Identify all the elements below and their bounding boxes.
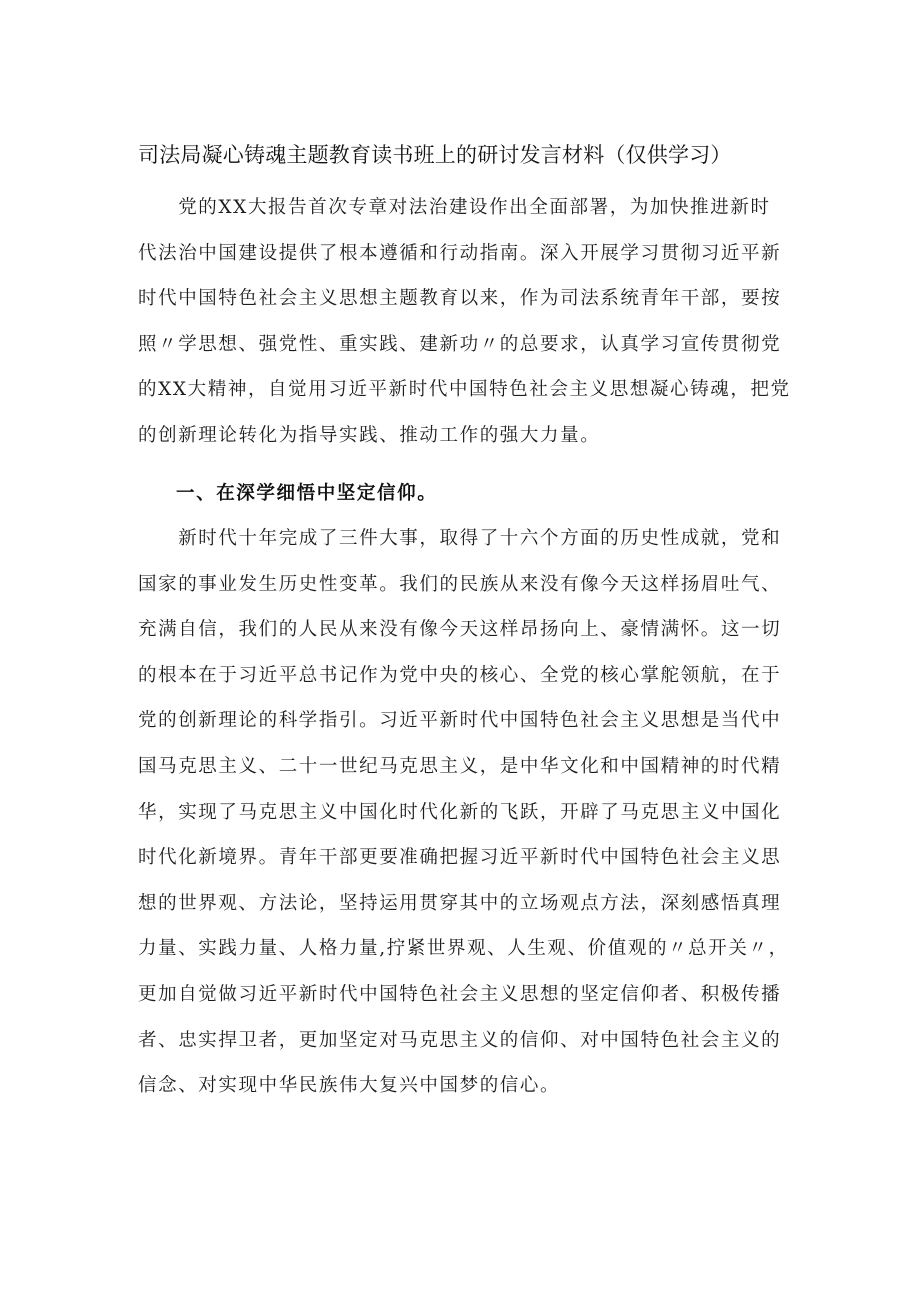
section-heading: 一、在深学细悟中坚定信仰。 (176, 483, 438, 504)
document-title: 司法局凝心铸魂主题教育读书班上的研讨发言材料（仅供学习） (138, 143, 732, 167)
paragraph-line: 国家的事业发生历史性变革。我们的民族从来没有像今天这样扬眉吐气、 (138, 573, 782, 595)
paragraph-line: 者、忠实捍卫者，更加坚定对马克思主义的信仰、对中国特色社会主义的 (138, 1029, 782, 1051)
paragraph-line: 代法治中国建设提供了根本遵循和行动指南。深入开展学习贯彻习近平新 (138, 242, 782, 264)
paragraph-line: 党的XX大报告首次专章对法治建设作出全面部署，为加快推进新时 (138, 197, 771, 218)
paragraph-line: 信念、对实现中华民族伟大复兴中国梦的信心。 (138, 1075, 561, 1097)
paragraph-line: 时代中国特色社会主义思想主题教育以来，作为司法系统青年干部，要按 (138, 288, 782, 310)
paragraph-line: 照〃学思想、强党性、重实践、建新功〃的总要求，认真学习宣传贯彻党 (138, 333, 782, 355)
paragraph-intro (138, 185, 791, 459)
paragraph-section-1 (138, 516, 789, 1109)
paragraph-line: 的根本在于习近平总书记作为党中央的核心、全党的核心掌舵领航，在于 (138, 664, 782, 686)
paragraph-line: 充满自信，我们的人民从来没有像今天这样昂扬向上、豪情满怀。这一切 (138, 619, 782, 641)
paragraph-line: 党的创新理论的科学指引。习近平新时代中国特色社会主义思想是当代中 (138, 710, 782, 732)
paragraph-line: 的XX大精神，自觉用习近平新时代中国特色社会主义思想凝心铸魂，把党 (138, 379, 791, 401)
paragraph-line: 力量、实践力量、人格力量,拧紧世界观、人生观、价值观的〃总开关〃， (138, 938, 789, 960)
paragraph-line: 想的世界观、方法论，坚持运用贯穿其中的立场观点方法，深刻感悟真理 (138, 892, 782, 914)
paragraph-line: 国马克思主义、二十一世纪马克思主义，是中华文化和中国精神的时代精 (138, 755, 782, 777)
paragraph-line: 华，实现了马克思主义中国化时代化新的飞跃，开辟了马克思主义中国化 (138, 801, 782, 823)
paragraph-line: 时代化新境界。青年干部更要准确把握习近平新时代中国特色社会主义思 (138, 847, 782, 869)
paragraph-line: 更加自觉做习近平新时代中国特色社会主义思想的坚定信仰者、积极传播 (138, 983, 782, 1005)
paragraph-line: 新时代十年完成了三件大事，取得了十六个方面的历史性成就，党和 (138, 528, 782, 549)
paragraph-line: 的创新理论转化为指导实践、推动工作的强大力量。 (138, 424, 601, 446)
